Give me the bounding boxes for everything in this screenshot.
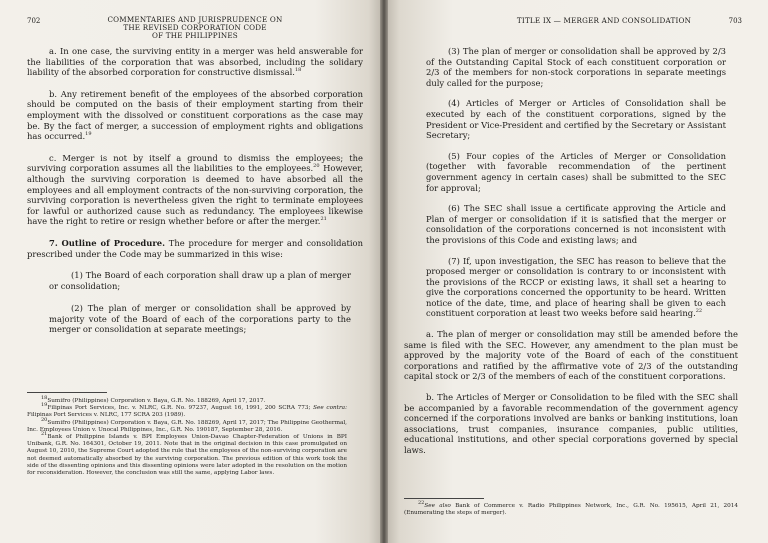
footnote-emphasis: See contra:	[313, 405, 347, 412]
paragraph-label: a.	[426, 329, 434, 340]
step-text: The Board of each corporation shall draw up a plan of merger or consolidation;	[49, 270, 351, 291]
footnote-emphasis: See also	[424, 503, 451, 509]
footnotes	[404, 500, 738, 517]
paragraph-text: The plan of merger or consolidation may still be amended before the same is filed with the SEC. However, any amendment to the plan must be approved by the majority vote of the Board of each of the constituent corporations and ratified by the affirmative vote of 2/3 of the outstanding capital stock or 2/3 of the members of each of the constituent corporations.	[404, 329, 738, 382]
paragraph-label: b.	[49, 88, 58, 99]
paragraph-a	[27, 46, 363, 78]
running-head-line: OF THE PHILIPPINES	[152, 31, 238, 41]
page-number: 702	[27, 17, 41, 25]
step-label: (4)	[448, 98, 460, 109]
paragraph-label: b.	[426, 392, 435, 403]
step-text: If, upon investigation, the SEC has reason to believe that the proposed merger or consolidation is contrary to or inconsistent with the provisions of the RCCP or existing laws, it shall set a hearing to give the corporations concerned the opportunity to be heard. Written notice of the date, time, and place of hearing shall be given to each constituent corporation at least two weeks before said hearing.	[426, 255, 726, 319]
body-text	[404, 46, 738, 466]
section-number: 7.	[49, 237, 58, 248]
step-1	[27, 270, 363, 291]
section-7	[27, 238, 363, 259]
footnote-text: Bank of Commerce v. Radio Philippines Network, Inc., G.R. No. 195615, April 21, 2014 (Enumerating the steps of merger).	[404, 503, 738, 517]
footnotes	[27, 395, 347, 477]
book-gutter	[380, 0, 388, 543]
paragraph-text: In one case, the surviving entity in a merger was held answerable for the liabilities of the corporation that was absorbed, including the solidary liability of the absorbed corporation for constructive dismissal.	[27, 46, 364, 78]
step-5	[404, 151, 738, 193]
running-head: TITLE IX — MERGER AND CONSOLIDATION	[516, 16, 692, 25]
footnote-number: 20	[41, 416, 48, 423]
footnote-rule	[404, 498, 484, 499]
right-page	[384, 0, 768, 543]
step-7	[404, 256, 738, 320]
footnote	[27, 402, 347, 419]
footnote	[27, 431, 347, 477]
paragraph-b	[404, 392, 738, 456]
step-text: Four copies of the Articles of Merger or Consolidation (together with favorable recommendation of the pertinent government agency in certain cases) shall be submitted to the SEC for approval;	[426, 150, 726, 193]
step-label: (3)	[448, 46, 460, 56]
running-head	[80, 16, 310, 41]
footnote-text: Filipinas Port Services, Inc. v. NLRC, G.R. No. 97237, August 16, 1991, 200 SCRA 773;	[47, 405, 311, 412]
footnote-ref: 19	[85, 131, 92, 138]
step-3	[404, 46, 738, 88]
step-text: The SEC shall issue a certificate approving the Article and Plan of merger or consolidation if it is satisfied that the merger or consolidation of the corporations concerned is not inconsistent with the provisions of this Code and existing laws; and	[426, 203, 726, 245]
footnote-ref: 22	[695, 308, 703, 315]
section-heading: Outline of Procedure.	[61, 237, 166, 248]
paragraph-label: c.	[49, 152, 57, 163]
step-label: (5)	[448, 150, 460, 161]
section-text: The procedure for merger and consolidation prescribed under the Code may be summarized in this wise:	[27, 237, 363, 259]
paragraph-b	[27, 89, 363, 142]
paragraph-label: a.	[49, 46, 57, 56]
step-label: (7)	[448, 255, 460, 266]
running-head-line: COMMENTARIES AND JURISPRUDENCE ON	[107, 15, 283, 24]
page-number: 703	[728, 17, 742, 25]
paragraph-text: Any retirement benefit of the employees of the absorbed corporation should be computed on the basis of their employment starting from their employment with the dissolved or constituent corporations as the case may be. By the fact of merger, a succession of employment rights and obligations has occurred.	[27, 88, 363, 142]
footnote-number: 19	[41, 402, 48, 409]
footnote-number: 18	[41, 395, 48, 402]
paragraph-text: Merger is not by itself a ground to dismiss the employees; the surviving corporation assumes all the liabilities to the employees.	[27, 152, 363, 174]
footnote-text: Sumifro (Philippines) Corporation v. Baya, G.R. No. 188269, April 17, 2017.	[47, 398, 266, 404]
footnote-number: 21	[41, 431, 48, 438]
paragraph-c	[27, 153, 363, 227]
step-label: (6)	[448, 203, 460, 214]
footnote-text: Filipinas Port Services v. NLRC, 177 SCRA 203 (1989).	[27, 412, 186, 419]
footnote-rule	[27, 392, 107, 393]
step-text: The plan of merger or consolidation shall be approved by majority vote of the Board of each of the corporations party to the merger or consolidation at separate meetings;	[49, 303, 351, 335]
step-label: (2)	[71, 303, 83, 314]
running-head-line: THE REVISED CORPORATION CODE	[123, 23, 267, 33]
footnote-text: Sumifro (Philippines) Corporation v. Baya, G.R. No. 188269, April 17, 2017; The Philippine Geothermal, Inc. Employees Union v. Unocal Philippines, Inc., G.R. No. 190187, September 28, 2016.	[27, 419, 347, 433]
step-2	[27, 303, 363, 335]
paragraph-text: The Articles of Merger or Consolidation to be filed with the SEC shall be accompanied by a favorable recommendation of the government agency concerned if the corporations involved are banks or banking institutions, loan associations, trust companies, insurance companies, public utilities, educational institutions, and other special corporations governed by special laws.	[404, 392, 738, 455]
footnote-ref: 21	[320, 216, 327, 223]
paragraph-text: However, although the surviving corporation is deemed to have absorbed all the employees and all employment contracts of the non-surviving corporation, the surviving corporation is nevertheless given the right to terminate employees for lawful or authorized cause such as redundancy. The employees likewise have the right to retire or resign whether before or after the merger.	[27, 163, 363, 227]
footnote-ref: 20	[313, 163, 320, 170]
step-6	[404, 203, 738, 245]
footnote-number: 22	[418, 500, 425, 507]
paragraph-a	[404, 329, 738, 382]
footnote-text: Bank of Philippine Islands v. BPI Employees Union-Davao Chapter-Federation of Unions in BPI Unibank, G.R. No. 164301, October 19, 2011. Note that in the original decision in this case promulgated on August 10, 2010, the Supreme Court adopted the rule that the employees of the non-surviving corporation are not deemed automatically absorbed by the surviving corporation. The previous edition of this work took the side of the dissenting opinions and this dissenting opinions were later adopted in the resolution on the motion for reconsideration. However, the conclusion was still the same, applying Labor laws.	[27, 434, 347, 477]
step-text: Articles of Merger or Articles of Consolidation shall be executed by each of the constituent corporations, signed by the President or Vice-President and certified by the Secretary or Assistant Secretary;	[426, 98, 726, 141]
step-4	[404, 98, 738, 140]
footnote	[404, 500, 738, 517]
step-text: The plan of merger or consolidation shall be approved by 2/3 of the Outstanding Capital Stock of each constituent corporation or 2/3 of the members for non-stock corporations in separate meetings duly called for the purpose;	[426, 46, 726, 88]
footnote	[27, 416, 347, 434]
body-text	[27, 46, 363, 347]
footnote-ref: 18	[294, 67, 302, 74]
step-label: (1)	[71, 270, 83, 281]
